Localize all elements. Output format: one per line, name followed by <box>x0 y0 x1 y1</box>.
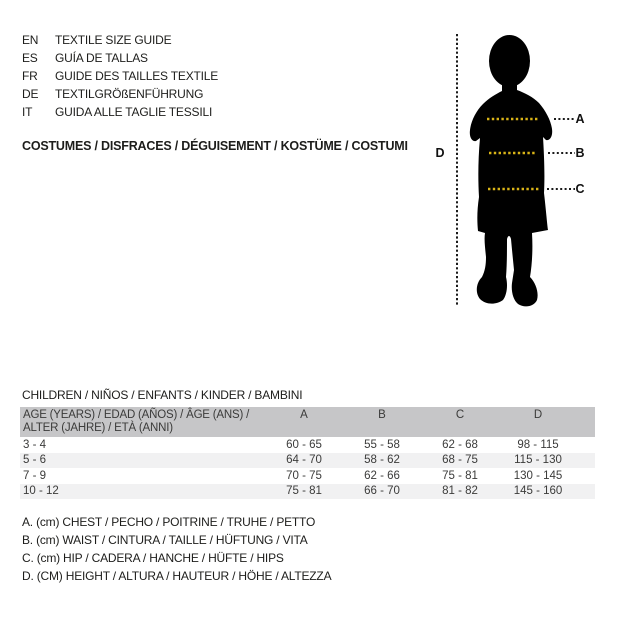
chest-label: A <box>575 112 585 126</box>
height-cell: 115 - 130 <box>514 454 562 467</box>
language-title: GUIDE DES TAILLES TEXTILE <box>55 69 219 83</box>
table-row <box>20 484 595 500</box>
waist-cell: 62 - 66 <box>364 469 400 482</box>
legend-item-hip: C. (cm) HIP / CADERA / HANCHE / HÜFTE / HIPS <box>22 551 284 565</box>
language-title: TEXTILGRÖßENFÜHRUNG <box>55 87 204 101</box>
children-section-title: CHILDREN / NIÑOS / ENFANTS / KINDER / BAMBINI <box>22 388 303 402</box>
language-code: EN <box>22 33 39 47</box>
column-header-c: C <box>455 409 465 421</box>
language-row <box>22 67 218 85</box>
hip-cell: 62 - 68 <box>442 438 478 451</box>
table-row <box>20 437 595 453</box>
legend-item-chest: A. (cm) CHEST / PECHO / POITRINE / TRUHE / PETTO <box>22 515 316 529</box>
table-row <box>20 468 595 484</box>
language-row <box>22 49 218 67</box>
legend-item-height: D. (CM) HEIGHT / ALTURA / HAUTEUR / HÖHE / ALTEZZA <box>22 569 332 583</box>
hip-cell: 75 - 81 <box>442 469 478 482</box>
table-row <box>20 453 595 469</box>
height-cell: 98 - 115 <box>517 438 559 451</box>
height-cell: 145 - 160 <box>513 485 563 498</box>
language-row <box>22 103 218 121</box>
column-header-a: A <box>300 409 308 421</box>
age-cell: 3 - 4 <box>23 438 47 451</box>
waist-cell: 55 - 58 <box>364 438 400 451</box>
column-header-d: D <box>533 409 543 421</box>
hip-cell: 68 - 75 <box>442 454 478 467</box>
language-title: GUIDA ALLE TAGLIE TESSILI <box>55 105 213 119</box>
age-cell: 7 - 9 <box>23 469 47 482</box>
waist-label: B <box>575 146 585 160</box>
language-code: ES <box>22 51 38 65</box>
age-header-line1: AGE (YEARS) / EDAD (AÑOS) / ÂGE (ANS) / <box>23 409 250 421</box>
language-list <box>22 31 218 121</box>
category-title: COSTUMES / DISFRACES / DÉGUISEMENT / KOSTÜME / COSTUMI <box>22 139 408 153</box>
legend-item-waist: B. (cm) WAIST / CINTURA / TAILLE / HÜFTUNG / VITA <box>22 533 308 547</box>
language-row <box>22 31 218 49</box>
table-header-row <box>20 407 595 437</box>
chest-cell: 70 - 75 <box>286 469 322 482</box>
age-cell: 5 - 6 <box>23 454 47 467</box>
measurement-legend <box>22 515 331 587</box>
language-code: FR <box>22 69 38 83</box>
hip-label: C <box>575 182 585 196</box>
language-title: GUÍA DE TALLAS <box>55 51 148 65</box>
hip-cell: 81 - 82 <box>442 485 478 498</box>
height-label: D <box>435 146 445 160</box>
waist-cell: 66 - 70 <box>364 485 400 498</box>
chest-cell: 75 - 81 <box>286 485 322 498</box>
height-cell: 130 - 145 <box>513 469 563 482</box>
chest-cell: 60 - 65 <box>286 438 322 451</box>
language-row <box>22 85 218 103</box>
silhouette-head <box>489 35 530 87</box>
language-code: IT <box>22 105 33 119</box>
age-cell: 10 - 12 <box>23 485 59 498</box>
language-title: TEXTILE SIZE GUIDE <box>55 33 172 47</box>
language-code: DE <box>22 87 39 101</box>
waist-cell: 58 - 62 <box>364 454 400 467</box>
column-header-b: B <box>378 409 386 421</box>
child-silhouette-svg <box>440 25 600 315</box>
age-header-line2: ALTER (JAHRE) / ETÀ (ANNI) <box>23 422 173 434</box>
child-measurement-figure <box>432 25 608 317</box>
size-table <box>20 407 595 499</box>
chest-cell: 64 - 70 <box>286 454 322 467</box>
silhouette-body <box>470 81 552 306</box>
age-column-header <box>20 407 265 435</box>
